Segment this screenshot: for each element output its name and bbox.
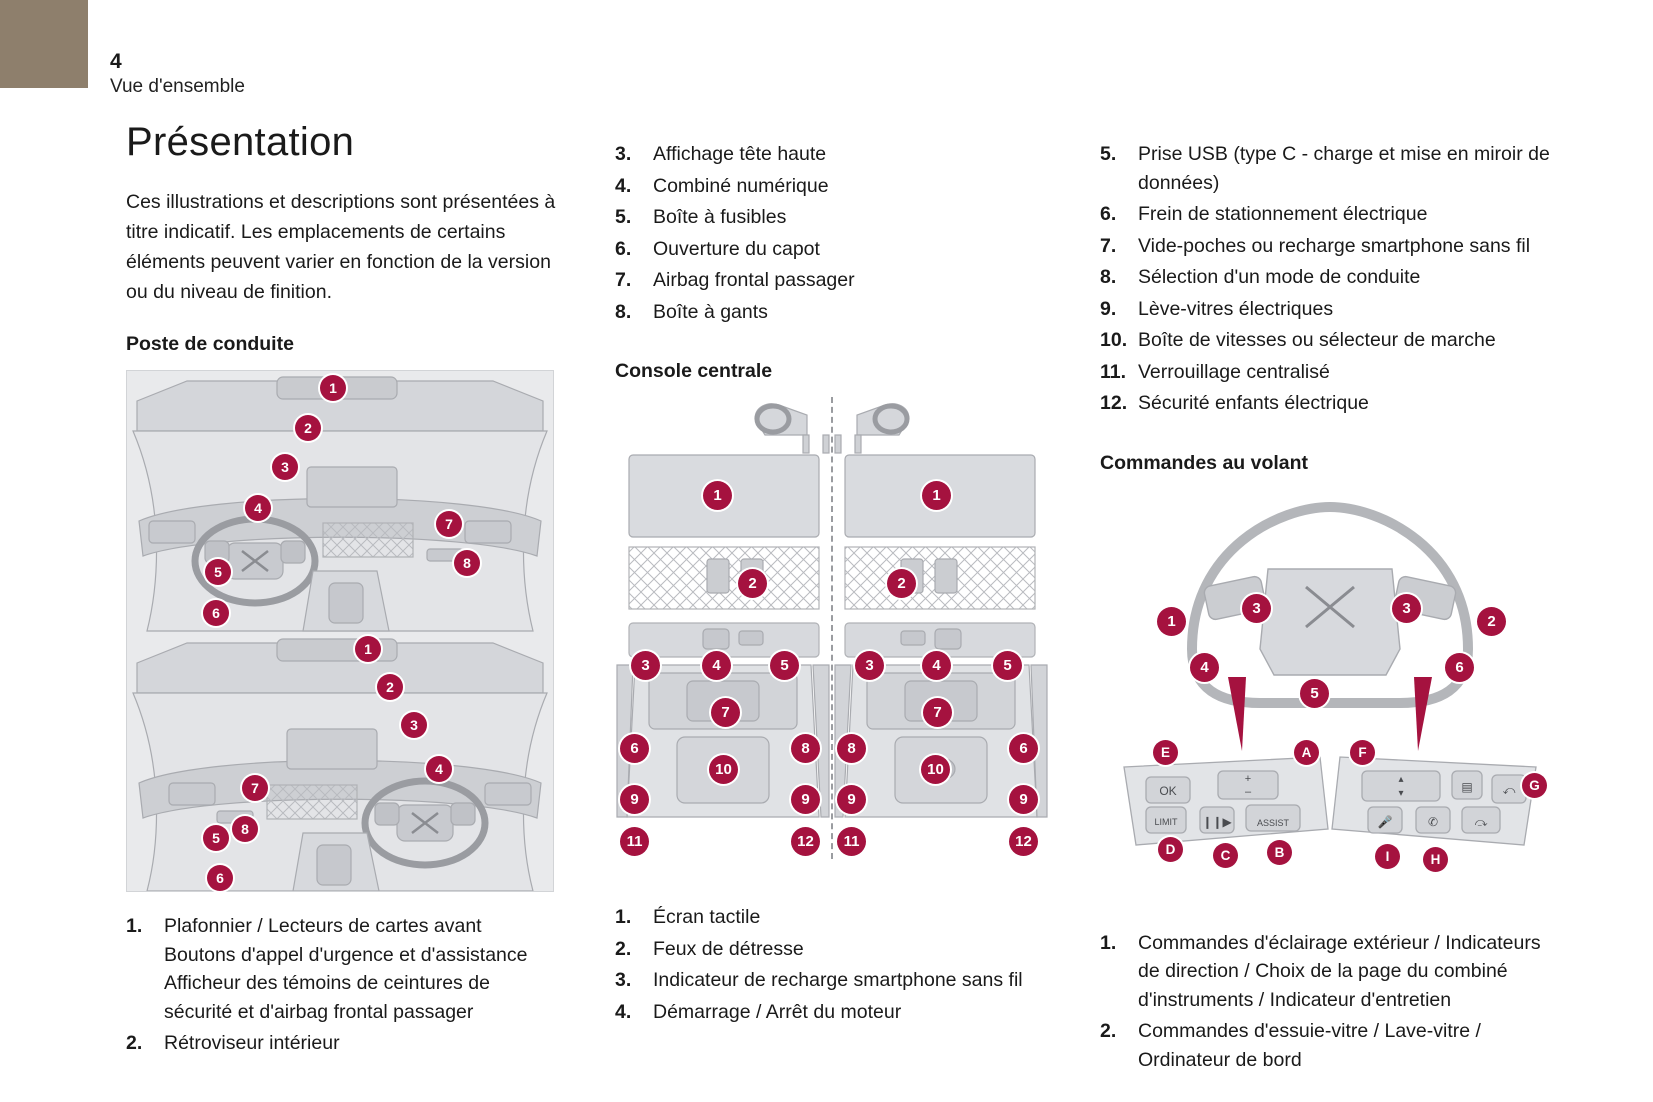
callout-3-bottom: 3: [401, 712, 427, 738]
list-item-text: Verrouillage centralisé: [1138, 360, 1330, 383]
svg-text:OK: OK: [1159, 783, 1177, 798]
callout-7-top: 7: [436, 511, 462, 537]
column-left: [126, 120, 556, 1061]
console-callout-8-left: 8: [791, 734, 820, 763]
steering-controls-list: [1100, 929, 1560, 1075]
console-callout-5-right: 5: [993, 651, 1022, 680]
console-callout-9b-right: 9: [1009, 785, 1038, 814]
list-item: [615, 203, 1045, 232]
subsection-driving-position: Poste de conduite: [126, 333, 294, 355]
svg-text:–: –: [1244, 785, 1252, 798]
wheel-letter-C: C: [1213, 843, 1238, 868]
list-item-number: 9.: [1100, 297, 1117, 320]
callout-4-bottom: 4: [426, 756, 452, 782]
list-item: [615, 235, 1045, 264]
list-item-number: 2.: [126, 1032, 143, 1054]
list-item-number: 1.: [615, 906, 632, 928]
list-item-number: 6.: [1100, 203, 1117, 225]
list-item: [615, 266, 1045, 295]
list-item-text: Vide-poches ou recharge smartphone sans fil: [1138, 234, 1531, 257]
subsection-steering-controls: Commandes au volant: [1100, 451, 1309, 474]
list-item-number: 1.: [1100, 931, 1117, 954]
driving-position-list: [126, 912, 556, 1058]
svg-text:❙❙▶: ❙❙▶: [1202, 814, 1232, 829]
list-item-text: Frein de stationnement électrique: [1138, 203, 1428, 225]
console-callout-1-right: 1: [922, 481, 951, 510]
callout-1-top: 1: [320, 375, 346, 401]
console-callout-6-left: 6: [620, 734, 649, 763]
list-item-number: 8.: [1100, 266, 1117, 288]
callout-5-top: 5: [205, 559, 231, 585]
console-callout-1-left: 1: [703, 481, 732, 510]
console-callout-10-right: 10: [921, 755, 950, 784]
wheel-letter-I: I: [1375, 844, 1400, 869]
console-callout-9-left: 9: [620, 785, 649, 814]
svg-text:ASSIST: ASSIST: [1256, 817, 1290, 828]
callout-7-bottom: 7: [242, 775, 268, 801]
list-item: [615, 966, 1045, 995]
callout-8-bottom: 8: [232, 816, 258, 842]
console-callout-4-right: 4: [922, 651, 951, 680]
section-title: Vue d'ensemble: [110, 76, 245, 97]
list-item: [1100, 326, 1560, 355]
console-callout-3-left: 3: [631, 651, 660, 680]
list-item-number: 4.: [615, 1000, 632, 1023]
svg-text:⤼: ⤼: [1474, 814, 1488, 829]
list-item-text: Lève-vitres électriques: [1138, 297, 1334, 320]
list-item-number: 4.: [615, 174, 632, 197]
list-item: [1100, 140, 1560, 197]
svg-text:+: +: [1244, 772, 1252, 785]
list-item: [615, 140, 1045, 169]
console-callout-5-left: 5: [770, 651, 799, 680]
list-item: [1100, 358, 1560, 387]
wheel-callout-5: 5: [1300, 679, 1329, 708]
console-list-continued: [1100, 140, 1560, 418]
svg-text:LIMIT: LIMIT: [1154, 816, 1178, 827]
list-item-text: Combiné numérique: [653, 174, 829, 197]
callout-6-top: 6: [203, 600, 229, 626]
list-item-text: Sélection d'un mode de conduite: [1138, 266, 1421, 288]
console-callout-12-left: 12: [791, 827, 820, 856]
list-item-number: 10.: [1100, 329, 1128, 351]
console-callout-4-left: 4: [702, 651, 731, 680]
svg-text:▾: ▾: [1398, 787, 1404, 799]
wheel-letter-G: G: [1522, 773, 1547, 798]
console-callout-9-right: 9: [837, 785, 866, 814]
list-item-number: 1.: [126, 915, 143, 937]
list-item-number: 7.: [615, 269, 632, 291]
list-item: [126, 912, 556, 1026]
list-item: [1100, 200, 1560, 229]
svg-text:⤺: ⤺: [1502, 782, 1516, 797]
wheel-callout-1: 1: [1157, 607, 1186, 636]
callout-5-bottom: 5: [203, 825, 229, 851]
list-item-text: Boîte à fusibles: [653, 206, 787, 228]
callout-4-top: 4: [245, 495, 271, 521]
list-item-text: Rétroviseur intérieur: [164, 1032, 340, 1054]
wheel-callout-4: 4: [1190, 653, 1219, 682]
console-callout-2-left: 2: [738, 569, 767, 598]
list-item-number: 8.: [615, 300, 632, 323]
wheel-letter-H: H: [1423, 847, 1448, 872]
list-item-number: 3.: [615, 969, 632, 991]
wheel-letter-E: E: [1153, 740, 1178, 765]
list-item-number: 5.: [1100, 143, 1117, 165]
list-item: [615, 172, 1045, 201]
wheel-letter-B: B: [1267, 840, 1292, 865]
console-callout-7-left: 7: [711, 698, 740, 727]
list-item: [1100, 929, 1560, 1015]
console-callout-11-left: 11: [620, 827, 649, 856]
list-item: [615, 935, 1045, 964]
callout-3-top: 3: [272, 454, 298, 480]
wheel-letter-D: D: [1158, 837, 1183, 862]
central-console-list: [615, 903, 1045, 1026]
console-callout-10-left: 10: [709, 755, 738, 784]
list-item-number: 2.: [615, 937, 632, 960]
page-title: Présentation: [126, 120, 355, 164]
callout-8-top: 8: [454, 550, 480, 576]
console-callout-11-right: 11: [837, 827, 866, 856]
list-item-text: Plafonnier / Lecteurs de cartes avant Boutons d'appel d'urgence et d'assistance Afficheur des témoins de ceintures de sécurité et d'airbag frontal passager: [164, 915, 528, 1023]
list-item-text: Airbag frontal passager: [653, 269, 855, 291]
list-item-number: 12.: [1100, 392, 1128, 414]
callout-6-bottom: 6: [207, 865, 233, 891]
list-item-number: 5.: [615, 206, 632, 228]
callout-2-bottom: 2: [377, 674, 403, 700]
console-callout-8-right: 8: [837, 734, 866, 763]
svg-text:🎤: 🎤: [1377, 814, 1393, 829]
list-item: [615, 298, 1045, 327]
column-right: [1100, 140, 1560, 1077]
central-console-figure: [615, 397, 1049, 897]
console-callout-6-right: 6: [1009, 734, 1038, 763]
column-middle: [615, 140, 1045, 1029]
list-item: [615, 998, 1045, 1027]
list-item: [1100, 1017, 1560, 1074]
wheel-callout-3-right: 3: [1392, 594, 1421, 623]
figure-divider: [831, 397, 833, 859]
list-item-text: Feux de détresse: [653, 937, 804, 960]
list-item-text: Indicateur de recharge smartphone sans fil: [653, 969, 1023, 991]
list-item-text: Prise USB (type C - charge et mise en miroir de données): [1138, 143, 1550, 194]
console-callout-12-right: 12: [1009, 827, 1038, 856]
callout-2-top: 2: [295, 415, 321, 441]
list-item-number: 6.: [615, 237, 632, 260]
steering-wheel-figure: [1100, 489, 1560, 929]
list-item: [1100, 389, 1560, 418]
console-callout-7-right: 7: [923, 698, 952, 727]
driving-position-list-continued: [615, 140, 1045, 326]
list-item-number: 7.: [1100, 234, 1117, 257]
console-callout-2-right: 2: [887, 569, 916, 598]
list-item-text: Commandes d'essuie-vitre / Lave-vitre / Ordinateur de bord: [1138, 1020, 1481, 1071]
list-item-text: Écran tactile: [653, 906, 761, 928]
list-item-text: Commandes d'éclairage extérieur / Indicateurs de direction / Choix de la page du combiné d'instruments / Indicateur d'entretien: [1138, 931, 1541, 1011]
wheel-callout-3-left: 3: [1242, 594, 1271, 623]
wheel-callout-6: 6: [1445, 653, 1474, 682]
list-item: [615, 903, 1045, 932]
wheel-letter-A: A: [1294, 740, 1319, 765]
list-item-text: Démarrage / Arrêt du moteur: [653, 1000, 902, 1023]
list-item-text: Boîte à gants: [653, 300, 768, 323]
list-item: [1100, 263, 1560, 292]
list-item: [126, 1029, 556, 1058]
svg-text:✆: ✆: [1427, 814, 1439, 829]
console-callout-9b-left: 9: [791, 785, 820, 814]
list-item-text: Sécurité enfants électrique: [1138, 392, 1369, 414]
list-item-number: 11.: [1100, 360, 1127, 383]
list-item-text: Affichage tête haute: [653, 143, 827, 165]
callout-1-bottom: 1: [355, 636, 381, 662]
svg-text:▤: ▤: [1461, 779, 1473, 794]
list-item-text: Boîte de vitesses ou sélecteur de marche: [1138, 329, 1496, 351]
svg-text:▴: ▴: [1398, 773, 1404, 785]
page-number: 4: [110, 50, 122, 73]
list-item: [1100, 232, 1560, 261]
list-item-number: 2.: [1100, 1020, 1117, 1042]
wheel-callout-2: 2: [1477, 607, 1506, 636]
list-item-number: 3.: [615, 143, 632, 165]
list-item: [1100, 295, 1560, 324]
driving-position-figure: [126, 370, 554, 892]
list-item-text: Ouverture du capot: [653, 237, 820, 260]
page-tab-marker: [0, 0, 88, 88]
console-callout-3-right: 3: [855, 651, 884, 680]
subsection-central-console: Console centrale: [615, 360, 773, 382]
wheel-letter-F: F: [1350, 740, 1375, 765]
intro-paragraph: Ces illustrations et descriptions sont présentées à titre indicatif. Les emplacements de certains éléments peuvent varier en fonction de la version ou du niveau de finition.: [126, 191, 556, 303]
